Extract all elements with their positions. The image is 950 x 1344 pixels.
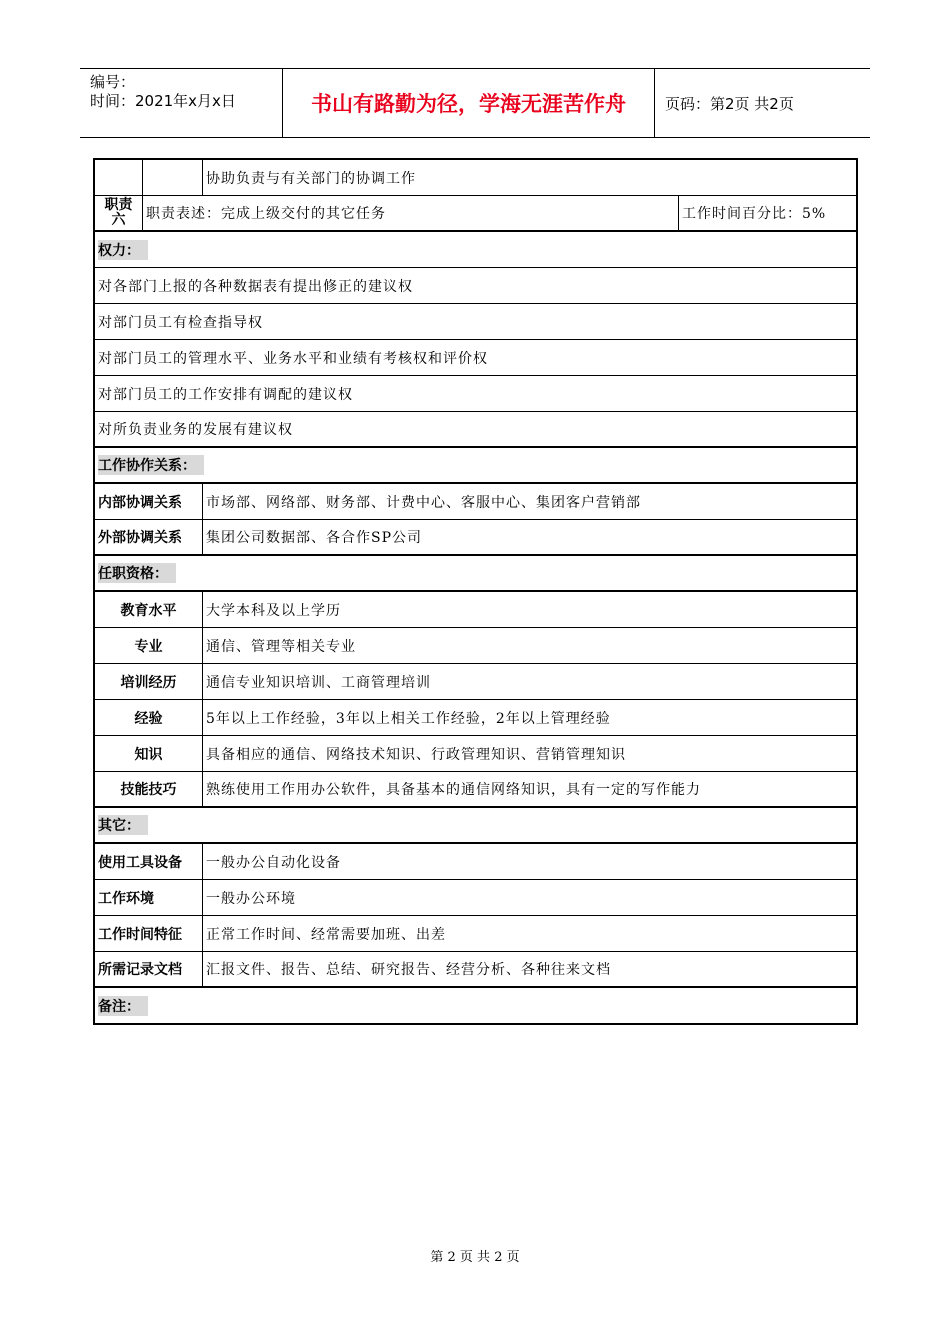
page-footer: 第 2 页 共 2 页 xyxy=(430,1250,520,1265)
duty-row-six xyxy=(95,196,856,232)
external-relations-value: 集团公司数据部、各合作SP公司 xyxy=(206,530,423,546)
duty-sub-cell-empty xyxy=(143,160,203,195)
remarks-title: 备注： xyxy=(98,996,148,1016)
authority-item xyxy=(95,268,856,304)
external-relations-row xyxy=(95,520,856,556)
authority-item xyxy=(95,376,856,412)
duty-row-continued xyxy=(95,160,856,196)
qualification-row xyxy=(95,664,856,700)
other-value: 汇报文件、报告、总结、研究报告、经营分析、各种往来文档 xyxy=(206,962,611,978)
qualifications-title: 任职资格： xyxy=(98,563,176,583)
duty-label-cell-empty xyxy=(95,160,143,195)
header-page-number: 页码：第2页 共2页 xyxy=(665,94,794,113)
qualification-row xyxy=(95,736,856,772)
job-description-table xyxy=(93,158,858,1025)
other-value: 一般办公自动化设备 xyxy=(206,854,341,871)
qualification-row xyxy=(95,700,856,736)
other-label: 使用工具设备 xyxy=(95,844,203,879)
authority-item xyxy=(95,340,856,376)
authority-item-text: 对部门员工的工作安排有调配的建议权 xyxy=(98,386,353,403)
authority-item xyxy=(95,412,856,448)
duty-text: 协助负责与有关部门的协调工作 xyxy=(206,170,416,187)
other-value: 正常工作时间、经常需要加班、出差 xyxy=(206,926,446,943)
relations-section-title xyxy=(95,448,856,484)
other-row xyxy=(95,916,856,952)
header-info-cell xyxy=(80,69,283,137)
qualification-value: 大学本科及以上学历 xyxy=(206,602,341,619)
internal-relations-label: 内部协调关系 xyxy=(95,484,203,519)
internal-relations-value: 市场部、网络部、财务部、计费中心、客服中心、集团客户营销部 xyxy=(206,494,641,511)
date-label: 时间：2021年x月x日 xyxy=(90,92,236,110)
qualification-value: 具备相应的通信、网络技术知识、行政管理知识、营销管理知识 xyxy=(206,746,626,763)
duty-six-description: 职责表述：完成上级交付的其它任务 xyxy=(143,196,679,230)
qualification-label: 经验 xyxy=(95,700,203,735)
qualification-label: 教育水平 xyxy=(95,592,203,627)
authority-title: 权力： xyxy=(98,240,148,260)
duty-six-percentage: 工作时间百分比：5% xyxy=(682,206,827,222)
qualification-value: 熟练使用工作用办公软件，具备基本的通信网络知识，具有一定的写作能力 xyxy=(206,782,701,798)
other-row xyxy=(95,844,856,880)
other-label: 工作环境 xyxy=(95,880,203,915)
doc-number-label: 编号： xyxy=(90,73,136,91)
qualification-value: 通信、管理等相关专业 xyxy=(206,638,356,655)
authority-item-text: 对部门员工有检查指导权 xyxy=(98,314,263,331)
remarks-row xyxy=(95,988,856,1023)
qualification-label: 技能技巧 xyxy=(95,772,203,806)
authority-item-text: 对所负责业务的发展有建议权 xyxy=(98,422,293,438)
other-row xyxy=(95,880,856,916)
authority-item-text: 对各部门上报的各种数据表有提出修正的建议权 xyxy=(98,278,413,295)
qualification-value: 5年以上工作经验，3年以上相关工作经验，2年以上管理经验 xyxy=(206,710,611,727)
header-motto: 书山有路勤为径，学海无涯苦作舟 xyxy=(283,69,655,137)
authority-section-title xyxy=(95,232,856,268)
external-relations-label: 外部协调关系 xyxy=(95,520,203,554)
qualification-label: 培训经历 xyxy=(95,664,203,699)
other-label: 所需记录文档 xyxy=(95,952,203,986)
qualifications-section-title xyxy=(95,556,856,592)
qualification-row xyxy=(95,772,856,808)
duty-six-label: 职责六 xyxy=(95,196,143,230)
other-section-title xyxy=(95,808,856,844)
other-row xyxy=(95,952,856,988)
authority-item-text: 对部门员工的管理水平、业务水平和业绩有考核权和评价权 xyxy=(98,350,488,367)
qualification-row xyxy=(95,592,856,628)
other-title: 其它： xyxy=(98,815,148,835)
qualification-label: 专业 xyxy=(95,628,203,663)
relations-title: 工作协作关系： xyxy=(98,455,204,475)
qualification-label: 知识 xyxy=(95,736,203,771)
internal-relations-row xyxy=(95,484,856,520)
other-label: 工作时间特征 xyxy=(95,916,203,951)
qualification-row xyxy=(95,628,856,664)
page-header xyxy=(80,68,870,138)
qualification-value: 通信专业知识培训、工商管理培训 xyxy=(206,674,431,691)
authority-item xyxy=(95,304,856,340)
other-value: 一般办公环境 xyxy=(206,890,296,907)
